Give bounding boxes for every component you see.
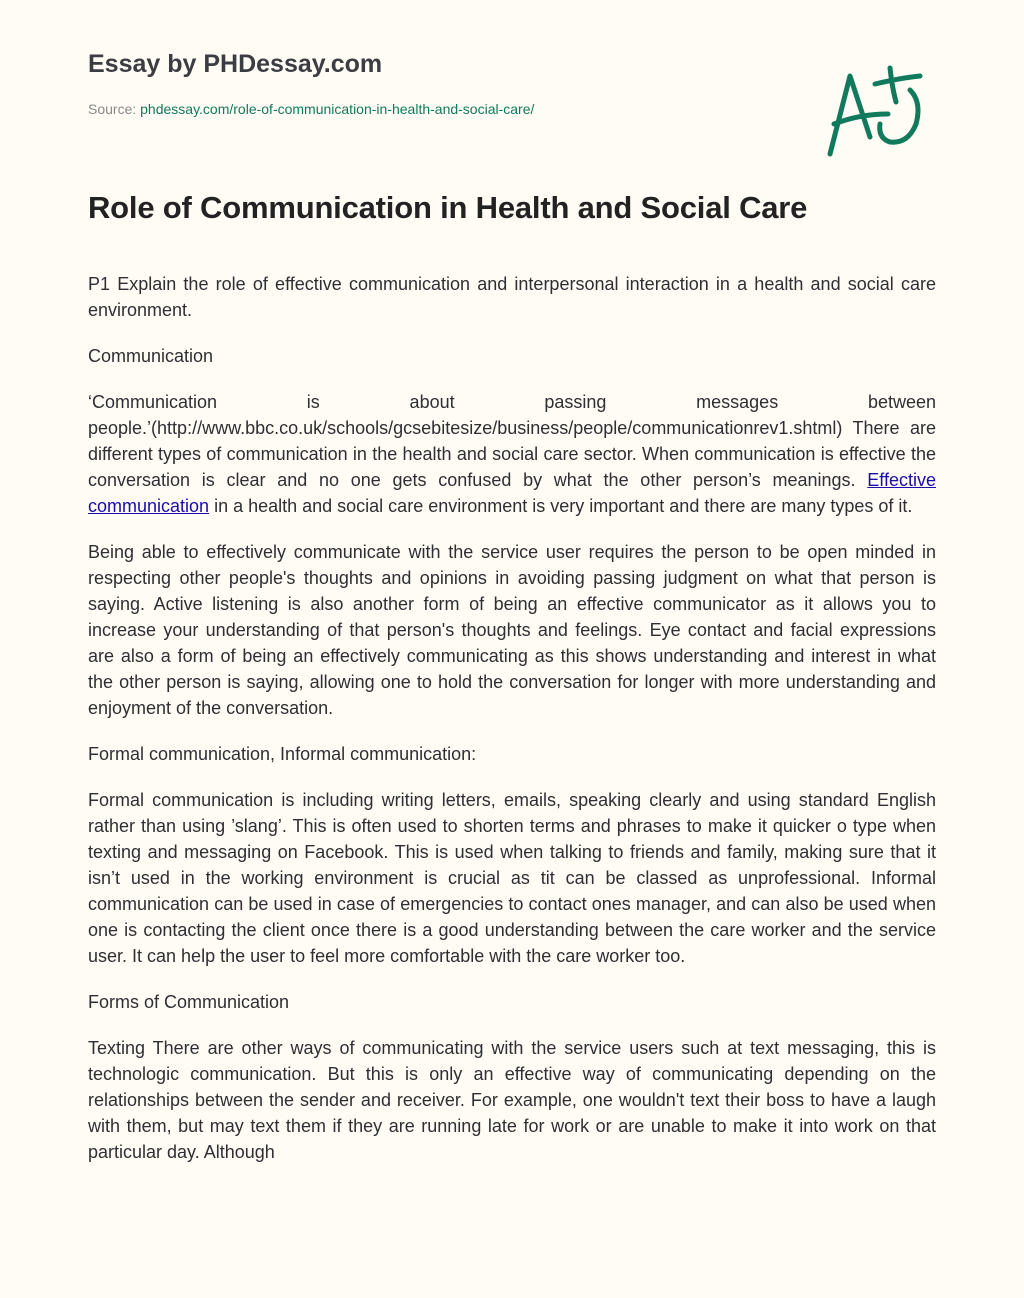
- source-line: [88, 101, 534, 117]
- paragraph-text: ‘Communication is about passing messages between people.’(http://www.bbc.co.uk/schools/gcsebitesize/business/people/communicationrev1.shtml) There are different types of communication in the health and social care sector. When communication is effective the conversation is clear and no one gets confused by what the other person’s meanings.: [88, 392, 936, 490]
- a-plus-logo: [820, 62, 930, 162]
- source-label: Source:: [88, 101, 137, 117]
- effective-communication-link[interactable]: Effective communication: [88, 470, 936, 516]
- essay-body: [88, 271, 936, 1185]
- paragraph: Texting There are other ways of communicating with the service users such at text messaging, this is technologic communication. But this is only an effective way of communicating depending on the relationships between the sender and receiver. For example, one wouldn't text their boss to have a laugh with them, but may text them if they are running late for work or are unable to make it into work on that particular day. Although: [88, 1038, 936, 1162]
- section-heading: Forms of Communication: [88, 992, 290, 1012]
- paragraph: [88, 389, 936, 519]
- paragraph: Formal communication is including writing letters, emails, speaking clearly and using standard English rather than using ’slang’. This is often used to shorten terms and phrases to make it quicker o type when texting and messaging on Facebook. This is used when talking to friends and family, making sure that it isn’t used in the working environment is crucial as tit can be classed as unprofessional. Informal communication can be used in case of emergencies to contact ones manager, and can also be used when one is contacting the client once there is a good understanding between the care worker and the service user. It can help the user to feel more comfortable with the care worker too.: [88, 790, 936, 966]
- site-title: Essay by PHDessay.com: [88, 50, 383, 78]
- paragraph-text: in a health and social care environment is very important and there are many types of it.: [209, 496, 913, 516]
- source-link[interactable]: phdessay.com/role-of-communication-in-health-and-social-care/: [140, 101, 535, 117]
- essay-title: Role of Communication in Health and Social Care: [88, 190, 808, 225]
- section-heading: Formal communication, Informal communication:: [88, 744, 477, 764]
- section-heading: Communication: [88, 346, 214, 366]
- paragraph: P1 Explain the role of effective communication and interpersonal interaction in a health and social care environment.: [88, 274, 936, 320]
- paragraph: Being able to effectively communicate with the service user requires the person to be open minded in respecting other people's thoughts and opinions in avoiding passing judgment on what that person is saying. Active listening is also another form of being an effective communicator as it allows you to increase your understanding of that person's thoughts and feelings. Eye contact and facial expressions are also a form of being an effectively communicating as this shows understanding and interest in what the other person is saying, allowing one to hold the conversation for longer with more understanding and enjoyment of the conversation.: [88, 542, 936, 718]
